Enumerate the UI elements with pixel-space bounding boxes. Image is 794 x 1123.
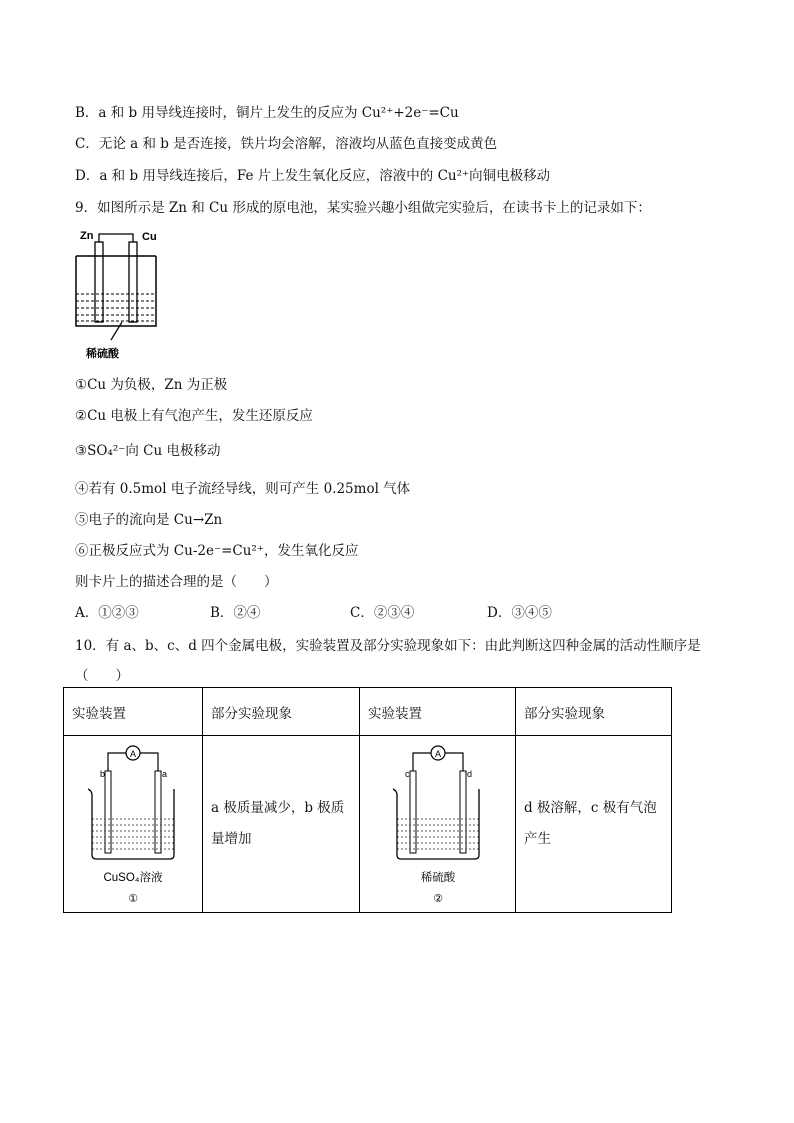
device-1-diagram [78, 737, 188, 907]
q9-item-6: ⑥正极反应式为 Cu-2e⁻=Cu²⁺，发生氧化反应 [75, 543, 359, 559]
q9-stem: 9．如图所示是 Zn 和 Cu 形成的原电池，某实验兴趣小组做完实验后，在读书卡上的记录如下： [75, 200, 651, 216]
q9-question: 则卡片上的描述合理的是（ ） [75, 574, 278, 590]
q9-item-5: ⑤电子的流向是 Cu→Zn [75, 512, 223, 528]
ammeter-label: A [129, 749, 137, 759]
table-header-row [64, 688, 672, 736]
device-1-cell [64, 736, 203, 913]
q9-option-a: A．①②③ [75, 605, 139, 621]
q9-item-2: ②Cu 电极上有气泡产生，发生还原反应 [75, 408, 313, 424]
observation-2: d 极溶解，c 极有气泡产生 [516, 736, 672, 913]
cu-label: Cu [142, 231, 157, 243]
q9-option-d: D．③④⑤ [487, 605, 552, 621]
table-header: 部分实验现象 [203, 688, 360, 736]
table-header: 实验装置 [64, 688, 203, 736]
q8-option-b: B．a 和 b 用导线连接时，铜片上发生的反应为 Cu²⁺+2e⁻=Cu [75, 105, 459, 121]
q9-option-c: C．②③④ [350, 605, 415, 621]
q10-answer-paren: （ ） [75, 668, 129, 684]
q9-item-4: ④若有 0.5mol 电子流经导线，则可产生 0.25mol 气体 [75, 481, 411, 497]
device-2-diagram [383, 737, 493, 907]
table-header: 实验装置 [360, 688, 516, 736]
acid-label: 稀硫酸 [86, 348, 119, 360]
electrode-c-label: c [404, 769, 409, 779]
ammeter-label: A [434, 749, 441, 759]
solution-1-label: CuSO₄溶液 [103, 872, 163, 884]
cu-electrode [129, 242, 137, 322]
observation-1: a 极质量减少，b 极质量增加 [203, 736, 360, 913]
q8-option-d: D．a 和 b 用导线连接后，Fe 片上发生氧化反应，溶液中的 Cu²⁺向铜电极移动 [75, 168, 551, 184]
electrode-b-label: b [100, 769, 106, 779]
zn-label: Zn [80, 230, 94, 242]
table-header: 部分实验现象 [516, 688, 672, 736]
experiment-table [63, 687, 672, 913]
q9-option-b: B．②④ [210, 605, 261, 621]
zn-electrode [95, 242, 103, 322]
device-1-number: ① [128, 893, 138, 905]
solution-2-label: 稀硫酸 [420, 872, 455, 884]
q9-item-1: ①Cu 为负极，Zn 为正极 [75, 377, 228, 393]
q10-stem: 10．有 a、b、c、d 四个金属电极，实验装置及部分实验现象如下：由此判断这四种金属的活动性顺序是 [75, 638, 701, 654]
q9-item-3: ③SO₄²⁻向 Cu 电极移动 [75, 443, 221, 459]
q8-option-c: C．无论 a 和 b 是否连接，铁片均会溶解，溶液均从蓝色直接变成黄色 [75, 136, 498, 152]
electrode-a-label: a [162, 769, 168, 779]
table-row [64, 736, 672, 913]
device-2-number: ② [432, 893, 443, 905]
electrode-d-label: d [466, 769, 472, 779]
q9-cell-diagram [70, 226, 170, 362]
device-2-cell [360, 736, 516, 913]
